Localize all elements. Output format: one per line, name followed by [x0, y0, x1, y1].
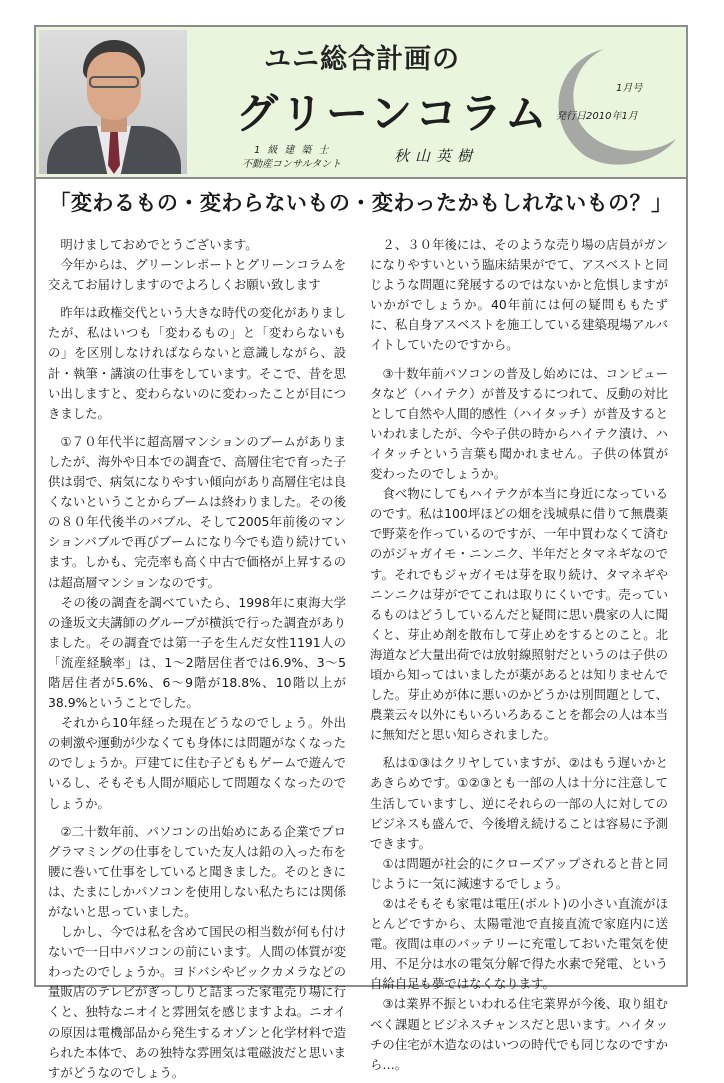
publication-date: 発行日2010年1月 [556, 111, 638, 122]
paragraph: 今年からは、グリーンレポートとグリーンコラムを交えてお届けしますのでよろしくお願い致します [48, 257, 346, 293]
paragraph: それから10年経った現在どうなのでしょう。外出の刺激や運動が少なくても身体には問題がなくなったのでしょうか。戸建てに住む子どももゲームで遊んでいるし、そもそも人間が順応して問題なくなったのでしょうか。 [48, 715, 346, 811]
paragraph: ③十数年前パソコンの普及し始めには、コンピュータなど（ハイテク）が普及するにつれて、反動の対比として自然や人間的感性（ハイタッチ）が普及するといわれましたが、今や子供の時からハイテク漬け、ハイタッチという言葉も聞かれません。子供の体質が変わったのでしょうか。 [370, 365, 668, 482]
paragraph: ②はそもそも家電は電圧(ボルト)の小さい直流がほとんどですから、太陽電池で直接直流で家庭内に送電。夜間は車のバッテリーに充電しておいた電気を使用、不足分は水の電気分解で得た水素で発電、という自給自足も夢ではなくなります。 [370, 896, 668, 992]
paragraph: 昨年は政権交代という大きな時代の変化がありましたが、私はいつも「変わるもの」と「変わらないもの」を区別しなければならないと意識しながら、設計・執筆・講演の仕事をしています。そこで、昔を思い出しますと、変わらないのに変わったことが目につきました。 [48, 305, 346, 421]
left-column [48, 235, 346, 1083]
paragraph: ②二十数年前、パソコンの出始めにある企業でプログラマミングの仕事をしていた友人は鉛の入った布を腰に巻いて仕事をしていると聞きました。そのときには、たまにしかパソコンを使用しない私たちには関係がないと思っていました。 [48, 823, 346, 919]
paragraph: ２、３０年後には、そのような売り場の店員がガンになりやすいという臨床結果がでて、アスベストと同じような問題に発展するのではないかと危惧しますがいかがでしょうか。40年前には何の疑問ももたずに、私自身アスベストを施工している建築現場アルバイトしていたのですから。 [370, 237, 668, 353]
title-line-2: グリーンコラム [236, 89, 550, 138]
header-banner [36, 27, 686, 179]
paragraph: 食べ物にしてもハイテクが本当に身近になっているのです。私は100坪ほどの畑を浅城県に借りて無農薬で野菜を作っているのですが、一年中買わなくて済むのがジャガイモ・ニンニク、半年だとタマネギなのです。それでもジャガイモは芽を取り続け、タマネギやニンニクは芽がでてこれは取りにくいです。売っているものはどうしているんだと疑問に思い農家の人に聞くと、芽止め剤を散布して芽止めをするとのこと。北海道など大量出荷では放射線照射だというのは子供の頃から知ってはいましたが薬があるとは知りませんでした。芽止めが体に悪いのかどうかは別問題として、農業云々以外にもいろいろあることを都会の人は本当に無知だと思い知らされました。 [370, 486, 668, 743]
paragraph: その後の調査を調べていたら、1998年に東海大学の逢坂文夫講師のグループが横浜で行った調査がありました。その調査では第一子を生んだ女性1191人の「流産経験率」は、1〜2階居住者では6.9%、3〜5階居住者が5.6%、6〜9階が18.8%、10階以上が38.9%ということでした。 [48, 594, 346, 711]
issue-label: 1月号 [616, 83, 643, 94]
author-role-consultant: 不動産コンサルタント [242, 159, 342, 170]
paragraph: 私は①③はクリヤしていますが、②はもう遅いかとあきらめです。①②③とも一部の人は十分に注意して生活していますし、逆にそれらの一部の人に対してのビジネスも盛んで、今後増え続けることは容易に予測できます。 [370, 755, 668, 851]
right-column [370, 235, 668, 1075]
headline: 「変わるもの・変わらないもの・変わったかもしれないもの？」 [49, 191, 673, 215]
paragraph: しかし、今では私を含めて国民の相当数が何も付けないで一日中パソコンの前にいます。人間の体質が変わったのでしょうか。ヨドバシやビックカメラなどの量販店のテレビがぎっしりと詰まった家電売り場に行くと、独特なニオイと雰囲気を感じますよね。ニオイの原因は電機部品から発生するオゾンと化学材料で造られた本体で、あの独特な雰囲気は電磁波だと思いますがどうなのでしょう。 [48, 924, 346, 1080]
title-line-1: ユニ総合計画の [264, 44, 460, 75]
author-photo [39, 30, 187, 174]
paragraph: 明けましておめでとうございます。 [48, 237, 258, 252]
author-name: 秋山英樹 [394, 147, 479, 165]
paragraph: ①７０年代半に超高層マンションのブームがありましたが、海外や日本での調査で、高層住宅で育った子供は弱で、病気になりやすい傾向があり高層住宅は良くないということからブームは終わりました。その後の８０年代後半のバブル、そして2005年前後のマンションバブルで再びブームになり今でも造り続けています。しかも、完売率も高く中古で価格が上昇するのは超高層マンションなのです。 [48, 433, 347, 590]
paragraph: ③は業界不振といわれる住宅業界が今後、取り組むべく課題とビジネスチャンスだと思います。ハイタッチの住宅が木造なのはいつの時代でも同じなのですから…。 [370, 996, 668, 1072]
paragraph: ①は問題が社会的にクローズアップされると昔と同じように一気に減速するでしょう。 [370, 855, 668, 891]
author-role-architect: 1級建築士 [254, 145, 336, 156]
column-sheet [34, 25, 688, 1080]
